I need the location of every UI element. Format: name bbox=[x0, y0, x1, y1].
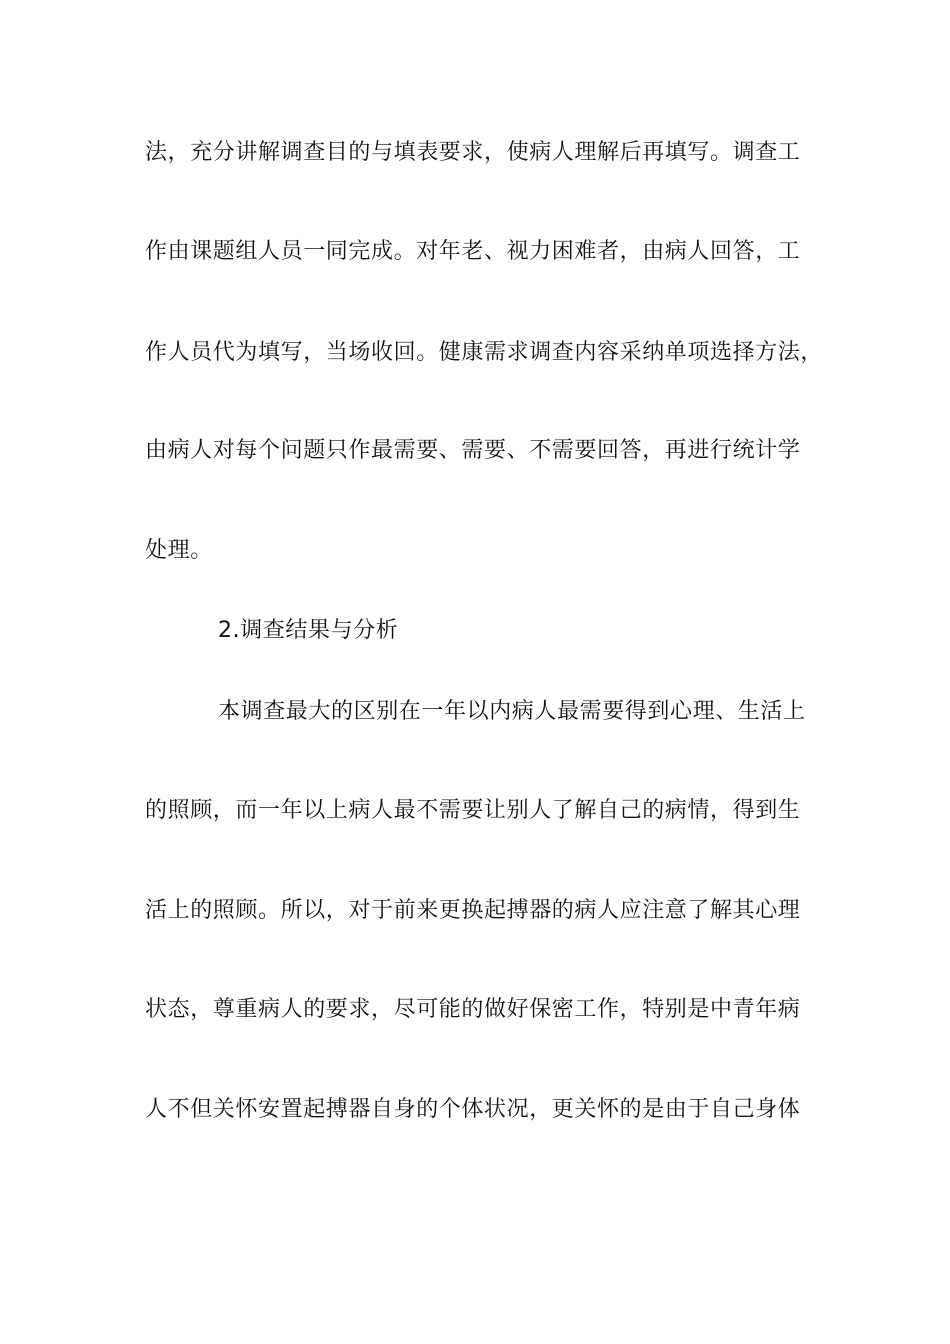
paragraph-line: 由病人对每个问题只作最需要、需要、不需要回答，再进行统计学 bbox=[145, 438, 801, 463]
paragraph-line: 处理。 bbox=[145, 538, 213, 563]
paragraph-line: 作人员代为填写，当场收回。健康需求调查内容采纳单项选择方法， bbox=[145, 340, 824, 365]
paragraph-line: 状态，尊重病人的要求，尽可能的做好保密工作，特别是中青年病 bbox=[145, 997, 801, 1022]
paragraph-line: 法，充分讲解调查目的与填表要求，使病人理解后再填写。调查工 bbox=[145, 140, 801, 165]
paragraph-line: 作由课题组人员一同完成。对年老、视力困难者，由病人回答，工 bbox=[145, 239, 801, 264]
paragraph-line: 活上的照顾。所以，对于前来更换起搏器的病人应注意了解其心理 bbox=[145, 898, 801, 923]
paragraph-line: 的照顾，而一年以上病人最不需要让别人了解自己的病情，得到生 bbox=[145, 798, 801, 823]
paragraph-line: 人不但关怀安置起搏器自身的个体状况，更关怀的是由于自己身体 bbox=[145, 1097, 801, 1122]
paragraph-line: 本调查最大的区别在一年以内病人最需要得到心理、生活上 bbox=[218, 699, 806, 724]
section-heading: 2.调查结果与分析 bbox=[218, 618, 399, 643]
